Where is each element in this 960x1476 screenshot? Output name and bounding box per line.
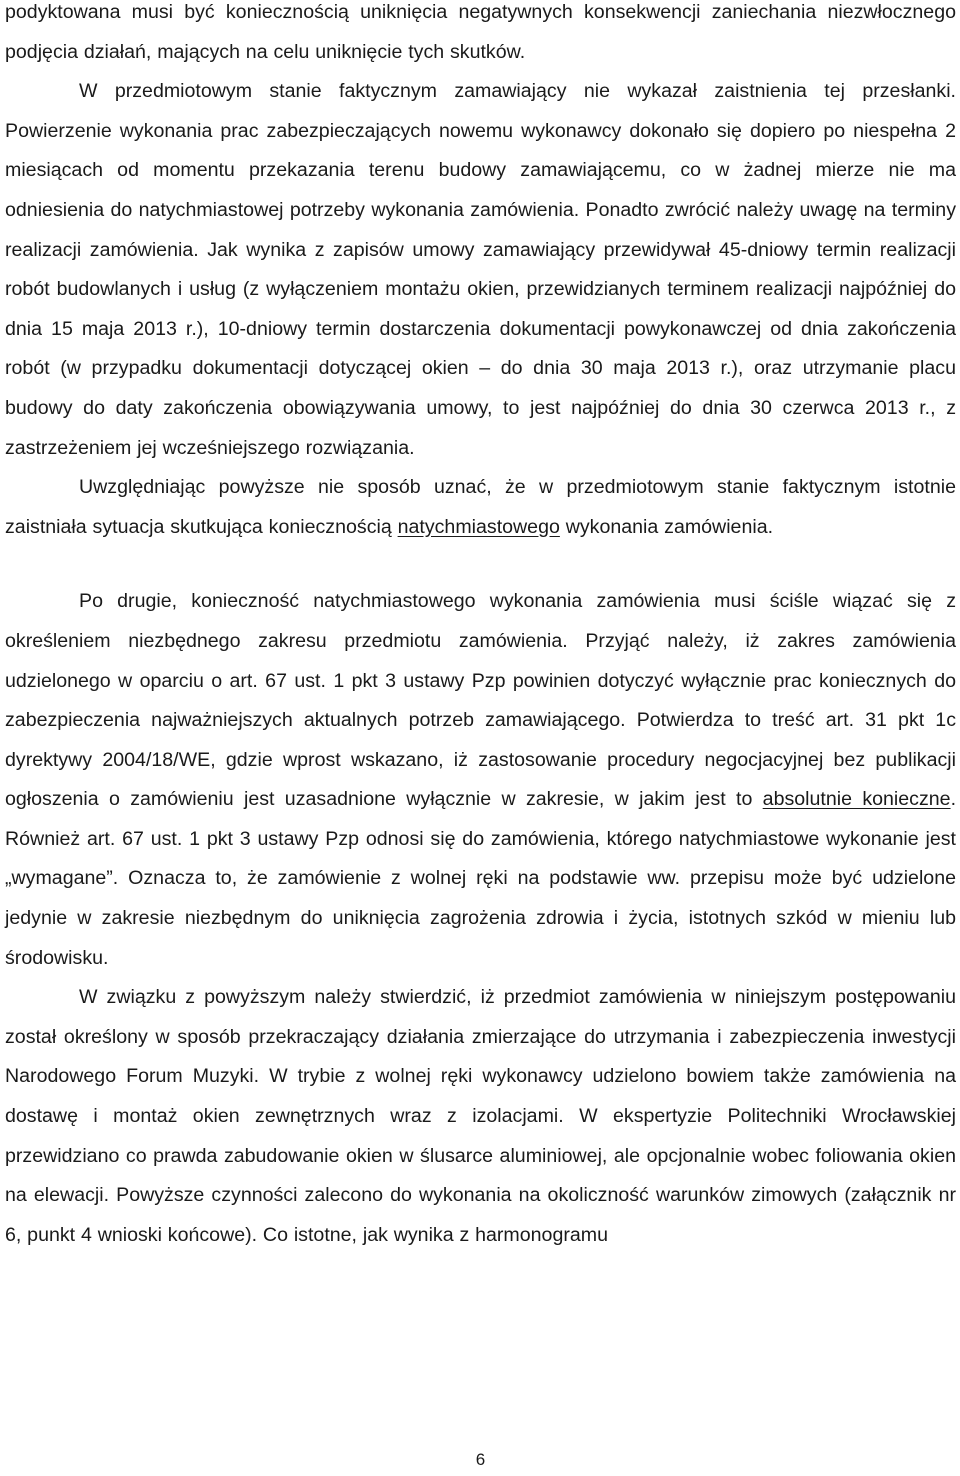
- paragraph-1: [5, 0, 956, 72]
- text-run: wykonania zamówienia.: [559, 515, 774, 538]
- paragraph-2: [5, 72, 956, 468]
- paragraph-4: [5, 582, 956, 978]
- document-page: [5, 0, 956, 1476]
- text-run: W przedmiotowym stanie faktycznym zamawiający nie wykazał zaistnienia tej przesłanki. Powierzenie wykonania prac zabezpieczających nowemu wykonawcy dokonało się dopiero po niespełna 2 miesiącach od momentu przekazania terenu budowy zamawiającemu, co w żadnej mierze nie ma odniesienia do natychmiastowej potrzeby wykonania zamówienia. Ponadto zwrócić należy uwagę na terminy realizacji zamówienia. Jak wynika z zapisów umowy zamawiający przewidywał 45-dniowy termin realizacji robót budowlanych i usług (z wyłączeniem montażu okien, przewidzianych terminem realizacji najpóźniej do dnia 15 maja 2013 r.), 10-dniowy termin dostarczenia dokumentacji powykonawczej od dnia zakończenia robót (w przypadku dokumentacji dotyczącej okien – do dnia 30 maja 2013 r.), oraz utrzymanie placu budowy do daty zakończenia obowiązywania umowy, to jest najpóźniej do dnia 30 czerwca 2013 r., z zastrzeżeniem jej wcześniejszego rozwiązania.: [5, 80, 956, 459]
- text-run: . Również art. 67 ust. 1 pkt 3 ustawy Pzp odnosi się do zamówienia, którego natychmiastowe wykonanie jest „wymagane”. Oznacza to, że zamówienie z wolnej ręki na podstawie ww. przepisu może być udzielone jedynie w zakresie niezbędnym do uniknięcia zagrożenia zdrowia i życia, istotnych szkód w mieniu lub środowisku.: [5, 788, 957, 969]
- text-run: Po drugie, konieczność natychmiastowego wykonania zamówienia musi ściśle wiązać się z określeniem niezbędnego zakresu przedmiotu zamówienia. Przyjąć należy, iż zakres zamówienia udzielonego w oparciu o art. 67 ust. 1 pkt 3 ustawy Pzp powinien dotyczyć wyłącznie prac koniecznych do zabezpieczenia najważniejszych aktualnych potrzeb zamawiającego. Potwierdza to treść art. 31 pkt 1c dyrektywy 2004/18/WE, gdzie wprost wskazano, iż zastosowanie procedury negocjacyjnej bez publikacji ogłoszenia o zamówieniu jest uzasadnione wyłącznie w zakresie, w jakim jest to: [5, 590, 956, 811]
- paragraph-5: [5, 978, 956, 1255]
- paragraph-3: [5, 468, 956, 547]
- text-run: Uwzględniając powyższe nie sposób uznać, że w przedmiotowym stanie faktycznym istotnie zaistniała sytuacja skutkująca koniecznością: [5, 476, 956, 538]
- body-text: [5, 0, 956, 1255]
- underlined-phrase: absolutnie konieczne: [762, 788, 951, 811]
- underlined-phrase: natychmiastowego: [397, 515, 560, 538]
- text-run: podyktowana musi być koniecznością uniknięcia negatywnych konsekwencji zaniechania niezwłocznego podjęcia działań, mających na celu uniknięcie tych skutków.: [5, 1, 956, 63]
- text-run: W związku z powyższym należy stwierdzić, iż przedmiot zamówienia w niniejszym postępowaniu został określony w sposób przekraczający działania zmierzające do utrzymania i zabezpieczenia inwestycji Narodowego Forum Muzyki. W trybie z wolnej ręki wykonawcy udzielono bowiem także zamówienia na dostawę i montaż okien zewnętrznych wraz z izolacjami. W ekspertyzie Politechniki Wrocławskiej przewidziano co prawda zabudowanie okien w ślusarce aluminiowej, ale opcjonalnie wobec foliowania okien na elewacji. Powyższe czynności zalecono do wykonania na okoliczność warunków zimowych (załącznik nr 6, punkt 4 wnioski końcowe). Co istotne, jak wynika z harmonogramu: [5, 986, 956, 1246]
- page-number: 6: [475, 1450, 486, 1469]
